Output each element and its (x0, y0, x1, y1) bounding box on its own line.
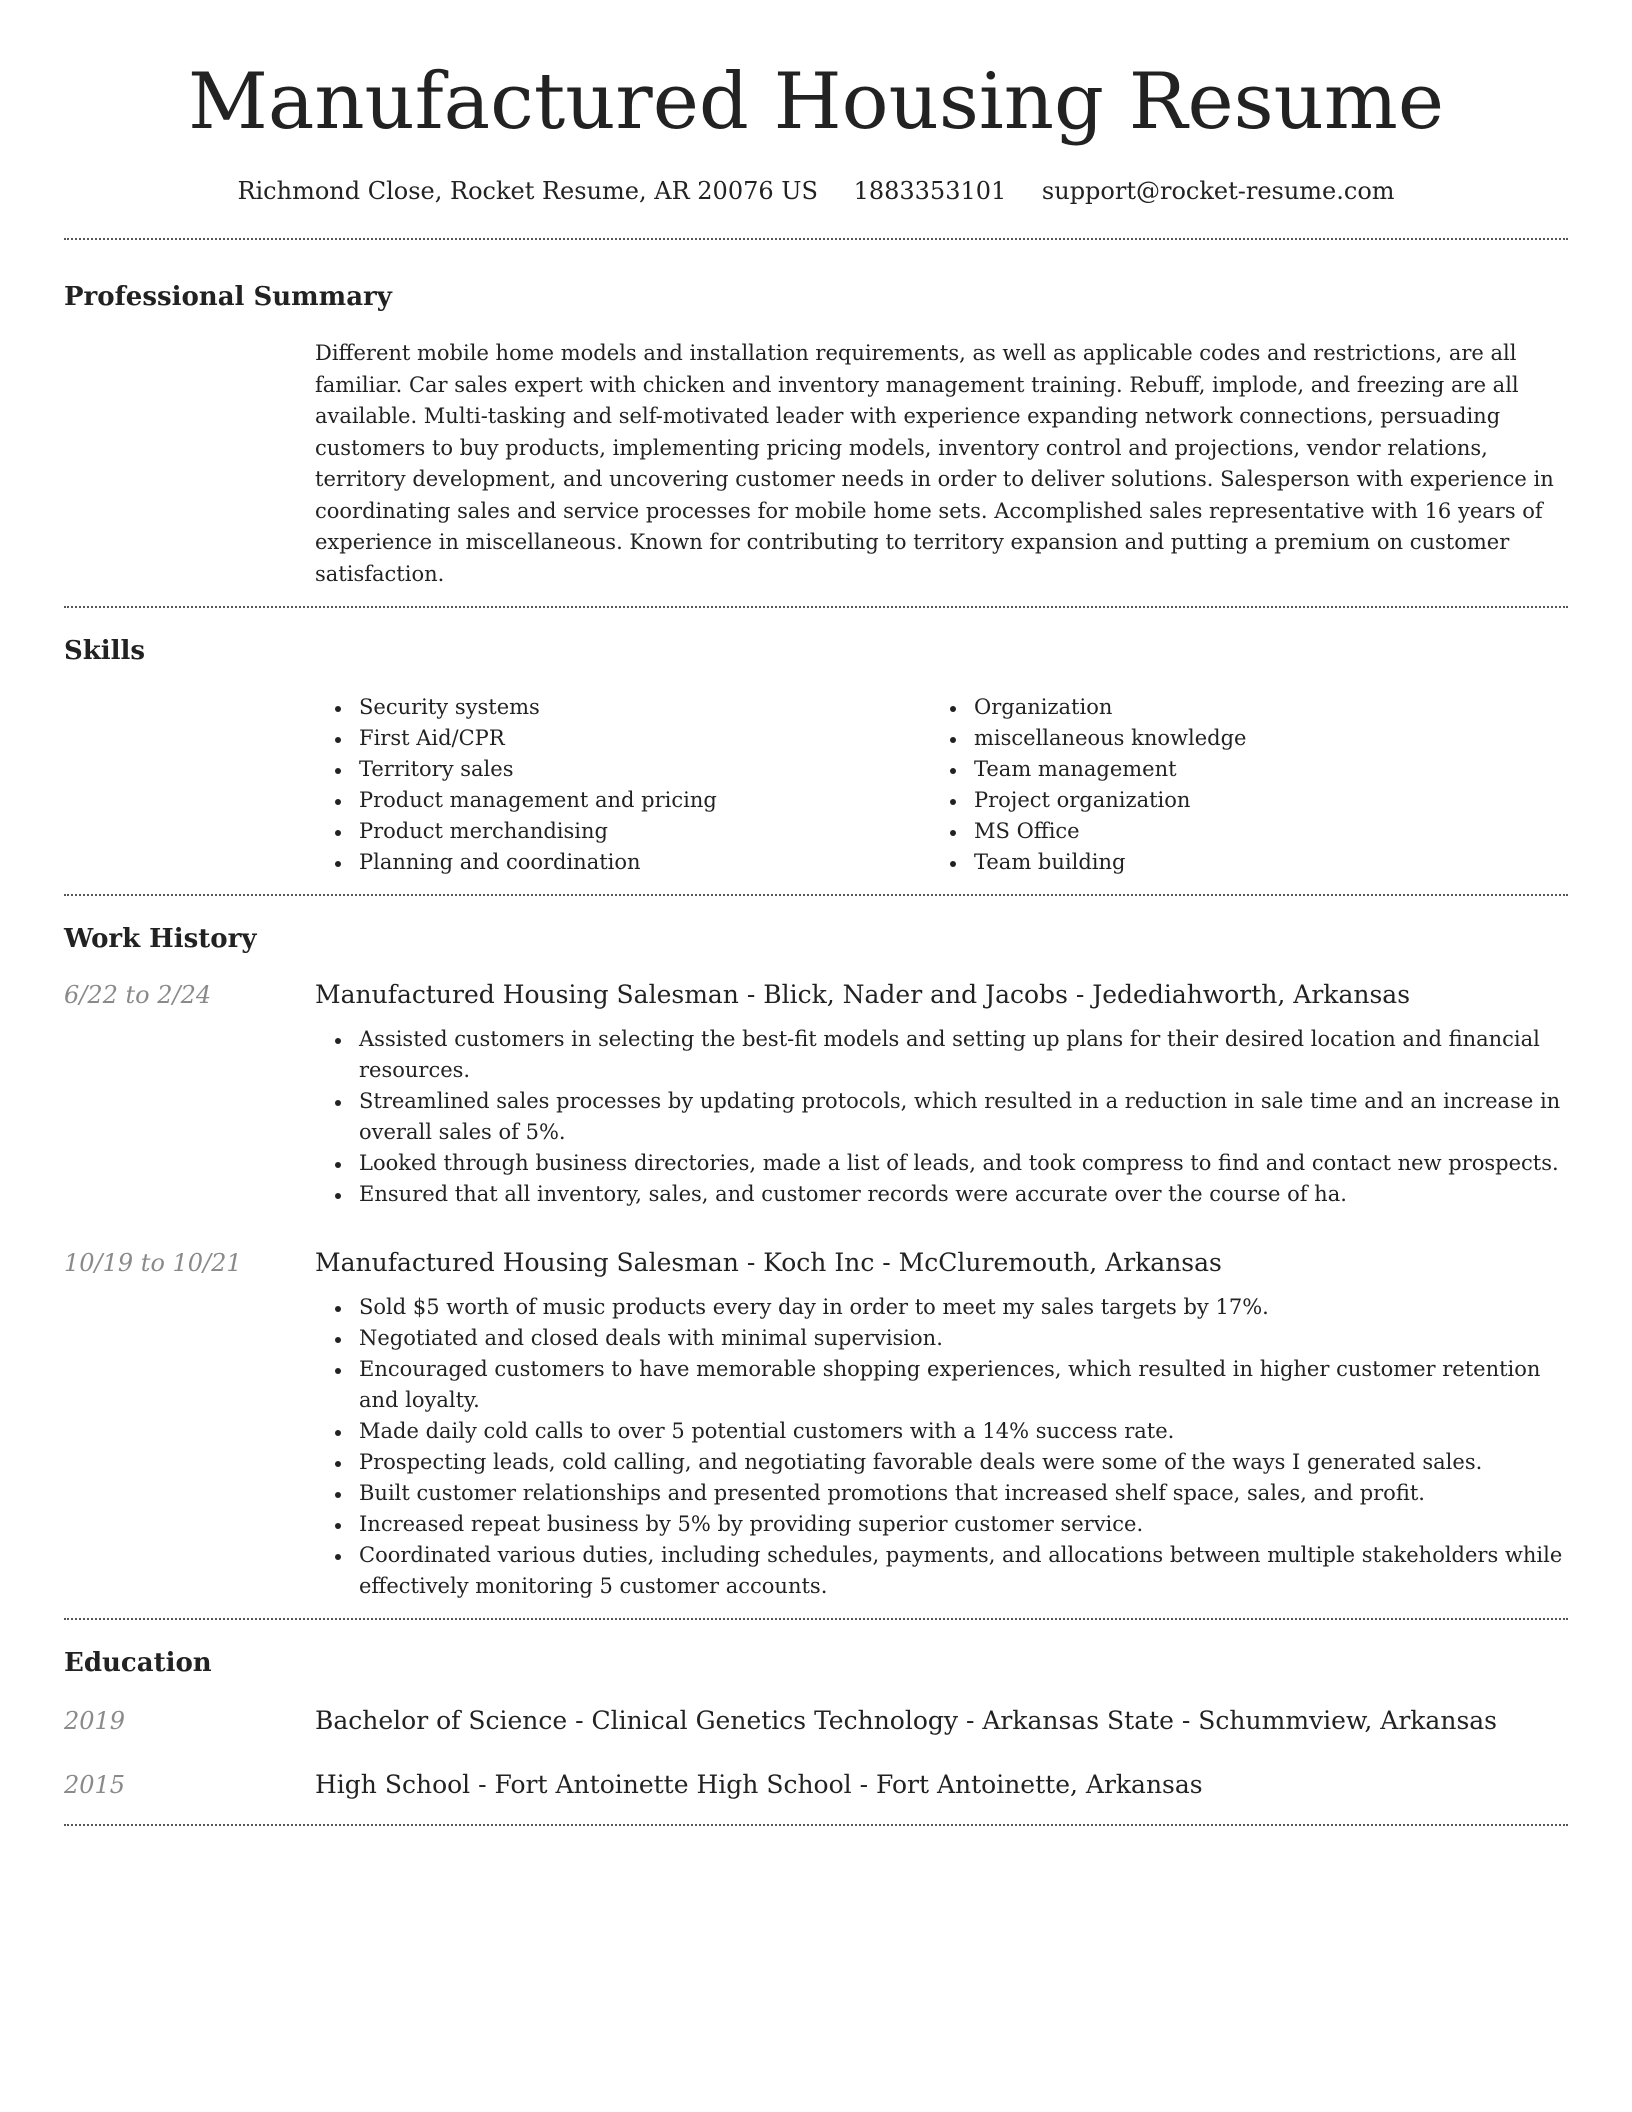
skill-item: Security systems (315, 692, 930, 723)
section-divider (64, 238, 1568, 240)
skill-item: MS Office (930, 816, 1545, 847)
education-section (64, 1646, 1568, 1824)
summary-section (64, 280, 1568, 590)
skill-item: Product merchandising (315, 816, 930, 847)
skills-section (64, 634, 1568, 878)
job-bullet: Streamlined sales processes by updating protocols, which resulted in a reduction in sale time and an increase in overall sales of 5%. (315, 1086, 1568, 1148)
skill-item: Team building (930, 847, 1545, 878)
job-bullet: Increased repeat business by 5% by providing superior customer service. (315, 1509, 1568, 1540)
skill-item: miscellaneous knowledge (930, 723, 1545, 754)
summary-title: Professional Summary (64, 282, 392, 312)
job-dates: 6/22 to 2/24 (64, 981, 212, 1009)
education-text: High School - Fort Antoinette High School - Fort Antoinette, Arkansas (315, 1770, 1203, 1799)
work-history-title: Work History (64, 924, 257, 954)
section-divider (64, 894, 1568, 896)
job-title: Manufactured Housing Salesman - Koch Inc - McCluremouth, Arkansas (315, 1248, 1222, 1277)
education-year: 2019 (64, 1707, 126, 1735)
skill-item: Product management and pricing (315, 785, 930, 816)
section-divider (64, 1618, 1568, 1620)
contact-line (64, 174, 1568, 208)
job-bullets (315, 1292, 1568, 1602)
job-bullet: Assisted customers in selecting the best-fit models and setting up plans for their desired location and financial resources. (315, 1024, 1568, 1086)
job-bullet: Sold $5 worth of music products every day in order to meet my sales targets by 17%. (315, 1292, 1568, 1323)
skill-item: Project organization (930, 785, 1545, 816)
job-bullet: Negotiated and closed deals with minimal supervision. (315, 1323, 1568, 1354)
job-bullet: Built customer relationships and presented promotions that increased shelf space, sales, and profit. (315, 1478, 1568, 1509)
contact-email: support@rocket-resume.com (1041, 177, 1395, 205)
education-entry (64, 1704, 1568, 1738)
job-bullet: Encouraged customers to have memorable shopping experiences, which resulted in higher customer retention and loyalty. (315, 1354, 1568, 1416)
education-entry (64, 1768, 1568, 1802)
skills-title: Skills (64, 636, 146, 666)
section-divider (64, 1824, 1568, 1826)
job-entry (64, 1246, 1568, 1602)
contact-phone: 1883353101 (853, 177, 1007, 205)
education-year: 2015 (64, 1771, 126, 1799)
job-title: Manufactured Housing Salesman - Blick, Nader and Jacobs - Jedediahworth, Arkansas (315, 980, 1411, 1009)
skills-list-right (930, 692, 1545, 878)
job-bullets (315, 1024, 1568, 1210)
summary-text: Different mobile home models and installation requirements, as well as applicable codes and restrictions, are all familiar. Car sales expert with chicken and inventory management training. Rebuff, implode, and freezing are all available. Multi-tasking and self-motivated leader with experience expanding network connections, persuading customers to buy products, implementing pricing models, inventory control and projections, vendor relations, territory development, and uncovering customer needs in order to deliver solutions. Salesperson with experience in coordinating sales and service processes for mobile home sets. Accomplished sales representative with 16 years of experience in miscellaneous. Known for contributing to territory expansion and putting a premium on customer satisfaction. (315, 341, 1554, 586)
skill-item: Organization (930, 692, 1545, 723)
resume-name: Manufactured Housing Resume (187, 57, 1445, 147)
job-bullet: Made daily cold calls to over 5 potential customers with a 14% success rate. (315, 1416, 1568, 1447)
contact-address: Richmond Close, Rocket Resume, AR 20076 US (237, 177, 818, 205)
work-history-section (64, 922, 1568, 1618)
section-divider (64, 606, 1568, 608)
resume-page (64, 0, 1568, 1826)
education-title: Education (64, 1648, 212, 1678)
skills-list-left (315, 692, 930, 878)
job-bullet: Prospecting leads, cold calling, and negotiating favorable deals were some of the ways I generated sales. (315, 1447, 1568, 1478)
skill-item: Territory sales (315, 754, 930, 785)
skill-item: First Aid/CPR (315, 723, 930, 754)
job-bullet: Looked through business directories, made a list of leads, and took compress to find and contact new prospects. (315, 1148, 1568, 1179)
resume-header (64, 0, 1568, 208)
job-dates: 10/19 to 10/21 (64, 1249, 242, 1277)
job-bullet: Coordinated various duties, including schedules, payments, and allocations between multiple stakeholders while effectively monitoring 5 customer accounts. (315, 1540, 1568, 1602)
skill-item: Team management (930, 754, 1545, 785)
education-text: Bachelor of Science - Clinical Genetics Technology - Arkansas State - Schummview, Arkansas (315, 1706, 1498, 1735)
job-entry (64, 978, 1568, 1210)
job-bullet: Ensured that all inventory, sales, and customer records were accurate over the course of ha. (315, 1179, 1568, 1210)
skill-item: Planning and coordination (315, 847, 930, 878)
